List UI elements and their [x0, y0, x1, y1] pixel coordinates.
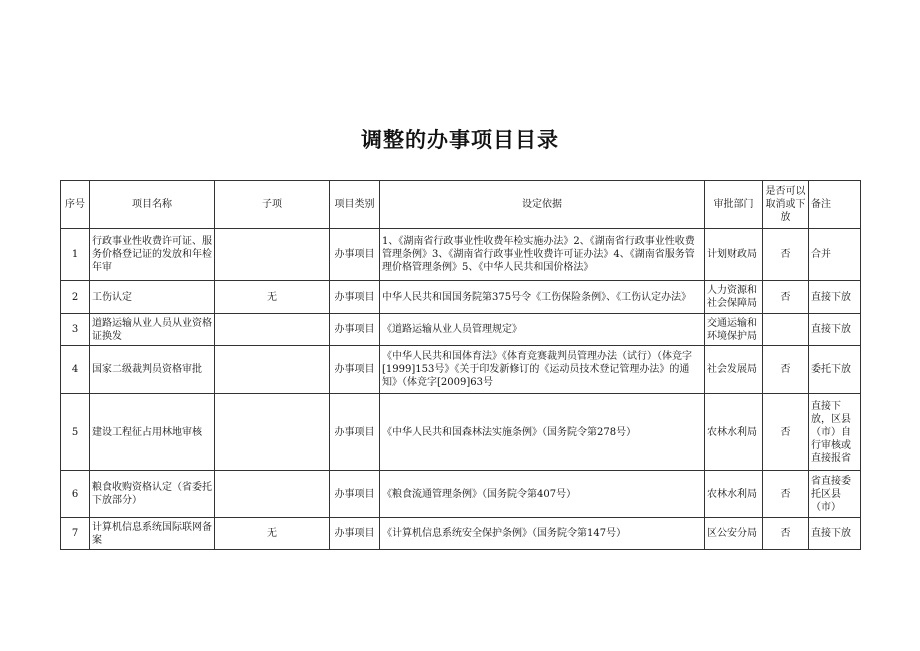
cell-category: 办事项目	[330, 518, 380, 550]
header-basis: 设定依据	[380, 181, 705, 229]
cell-note: 直接下放	[809, 281, 861, 314]
cell-dept: 计划财政局	[705, 229, 763, 281]
cell-note: 直接下放	[809, 518, 861, 550]
cell-dept: 农林水利局	[705, 394, 763, 471]
cell-sub	[215, 394, 330, 471]
table-row	[61, 229, 861, 281]
cell-name: 行政事业性收费许可证、服务价格登记证的发放和年检年审	[90, 229, 215, 281]
cell-name: 道路运输从业人员从业资格证换发	[90, 314, 215, 346]
cell-basis: 1、《湖南省行政事业性收费年检实施办法》2、《湖南省行政事业性收费管理条例》3、《湖南省行政事业性收费许可证办法》4、《湖南省服务管理价格管理条例》5、《中华人民共和国价格法》	[380, 229, 705, 281]
table-row	[61, 471, 861, 518]
table-header-row	[61, 181, 861, 229]
cell-cancel: 否	[763, 281, 809, 314]
table-row	[61, 314, 861, 346]
cell-sub	[215, 346, 330, 394]
cell-no: 1	[61, 229, 90, 281]
cell-no: 5	[61, 394, 90, 471]
cell-name: 国家二级裁判员资格审批	[90, 346, 215, 394]
cell-name: 工伤认定	[90, 281, 215, 314]
cell-cancel: 否	[763, 229, 809, 281]
cell-no: 7	[61, 518, 90, 550]
cell-sub: 无	[215, 281, 330, 314]
cell-sub: 无	[215, 518, 330, 550]
header-dept: 审批部门	[705, 181, 763, 229]
cell-no: 2	[61, 281, 90, 314]
cell-cancel	[763, 314, 809, 346]
cell-sub	[215, 229, 330, 281]
cell-basis: 中华人民共和国国务院第375号令《工伤保险条例》、《工伤认定办法》	[380, 281, 705, 314]
cell-name: 建设工程征占用林地审核	[90, 394, 215, 471]
cell-dept: 交通运输和环境保护局	[705, 314, 763, 346]
cell-category: 办事项目	[330, 281, 380, 314]
header-cancel: 是否可以取消或下放	[763, 181, 809, 229]
cell-basis: 《粮食流通管理条例》（国务院令第407号）	[380, 471, 705, 518]
cell-category: 办事项目	[330, 229, 380, 281]
header-name: 项目名称	[90, 181, 215, 229]
cell-cancel: 否	[763, 346, 809, 394]
cell-note: 合并	[809, 229, 861, 281]
header-sub: 子项	[215, 181, 330, 229]
cell-dept: 人力资源和社会保障局	[705, 281, 763, 314]
table-row	[61, 518, 861, 550]
cell-basis: 《中华人民共和国森林法实施条例》（国务院令第278号）	[380, 394, 705, 471]
cell-note: 直接下放，区县（市）自行审核或直接报省	[809, 394, 861, 471]
cell-sub	[215, 314, 330, 346]
header-note: 备注	[809, 181, 861, 229]
cell-cancel: 否	[763, 518, 809, 550]
header-no: 序号	[61, 181, 90, 229]
cell-note: 委托下放	[809, 346, 861, 394]
cell-category: 办事项目	[330, 314, 380, 346]
cell-basis: 《中华人民共和国体育法》《体育竞赛裁判员管理办法（试行）（体竞字[1999]153号》《关于印发新修订的《运动员技术登记管理办法》的通知》（体竞字[2009]63号	[380, 346, 705, 394]
cell-category: 办事项目	[330, 471, 380, 518]
header-category: 项目类别	[330, 181, 380, 229]
cell-category: 办事项目	[330, 394, 380, 471]
page-title: 调整的办事项目目录	[361, 128, 559, 152]
cell-note: 直接下放	[809, 314, 861, 346]
cell-dept: 社会发展局	[705, 346, 763, 394]
cell-name: 粮食收购资格认定（省委托下放部分）	[90, 471, 215, 518]
cell-dept: 农林水利局	[705, 471, 763, 518]
table-row	[61, 394, 861, 471]
cell-cancel: 否	[763, 471, 809, 518]
table-row	[61, 346, 861, 394]
cell-category: 办事项目	[330, 346, 380, 394]
cell-no: 6	[61, 471, 90, 518]
cell-note: 省直接委托区县（市）	[809, 471, 861, 518]
cell-cancel: 否	[763, 394, 809, 471]
cell-sub	[215, 471, 330, 518]
cell-basis: 《计算机信息系统安全保护条例》（国务院令第147号）	[380, 518, 705, 550]
items-table	[60, 180, 861, 550]
cell-name: 计算机信息系统国际联网备案	[90, 518, 215, 550]
table-row	[61, 281, 861, 314]
cell-dept: 区公安分局	[705, 518, 763, 550]
cell-no: 4	[61, 346, 90, 394]
cell-basis: 《道路运输从业人员管理规定》	[380, 314, 705, 346]
cell-no: 3	[61, 314, 90, 346]
